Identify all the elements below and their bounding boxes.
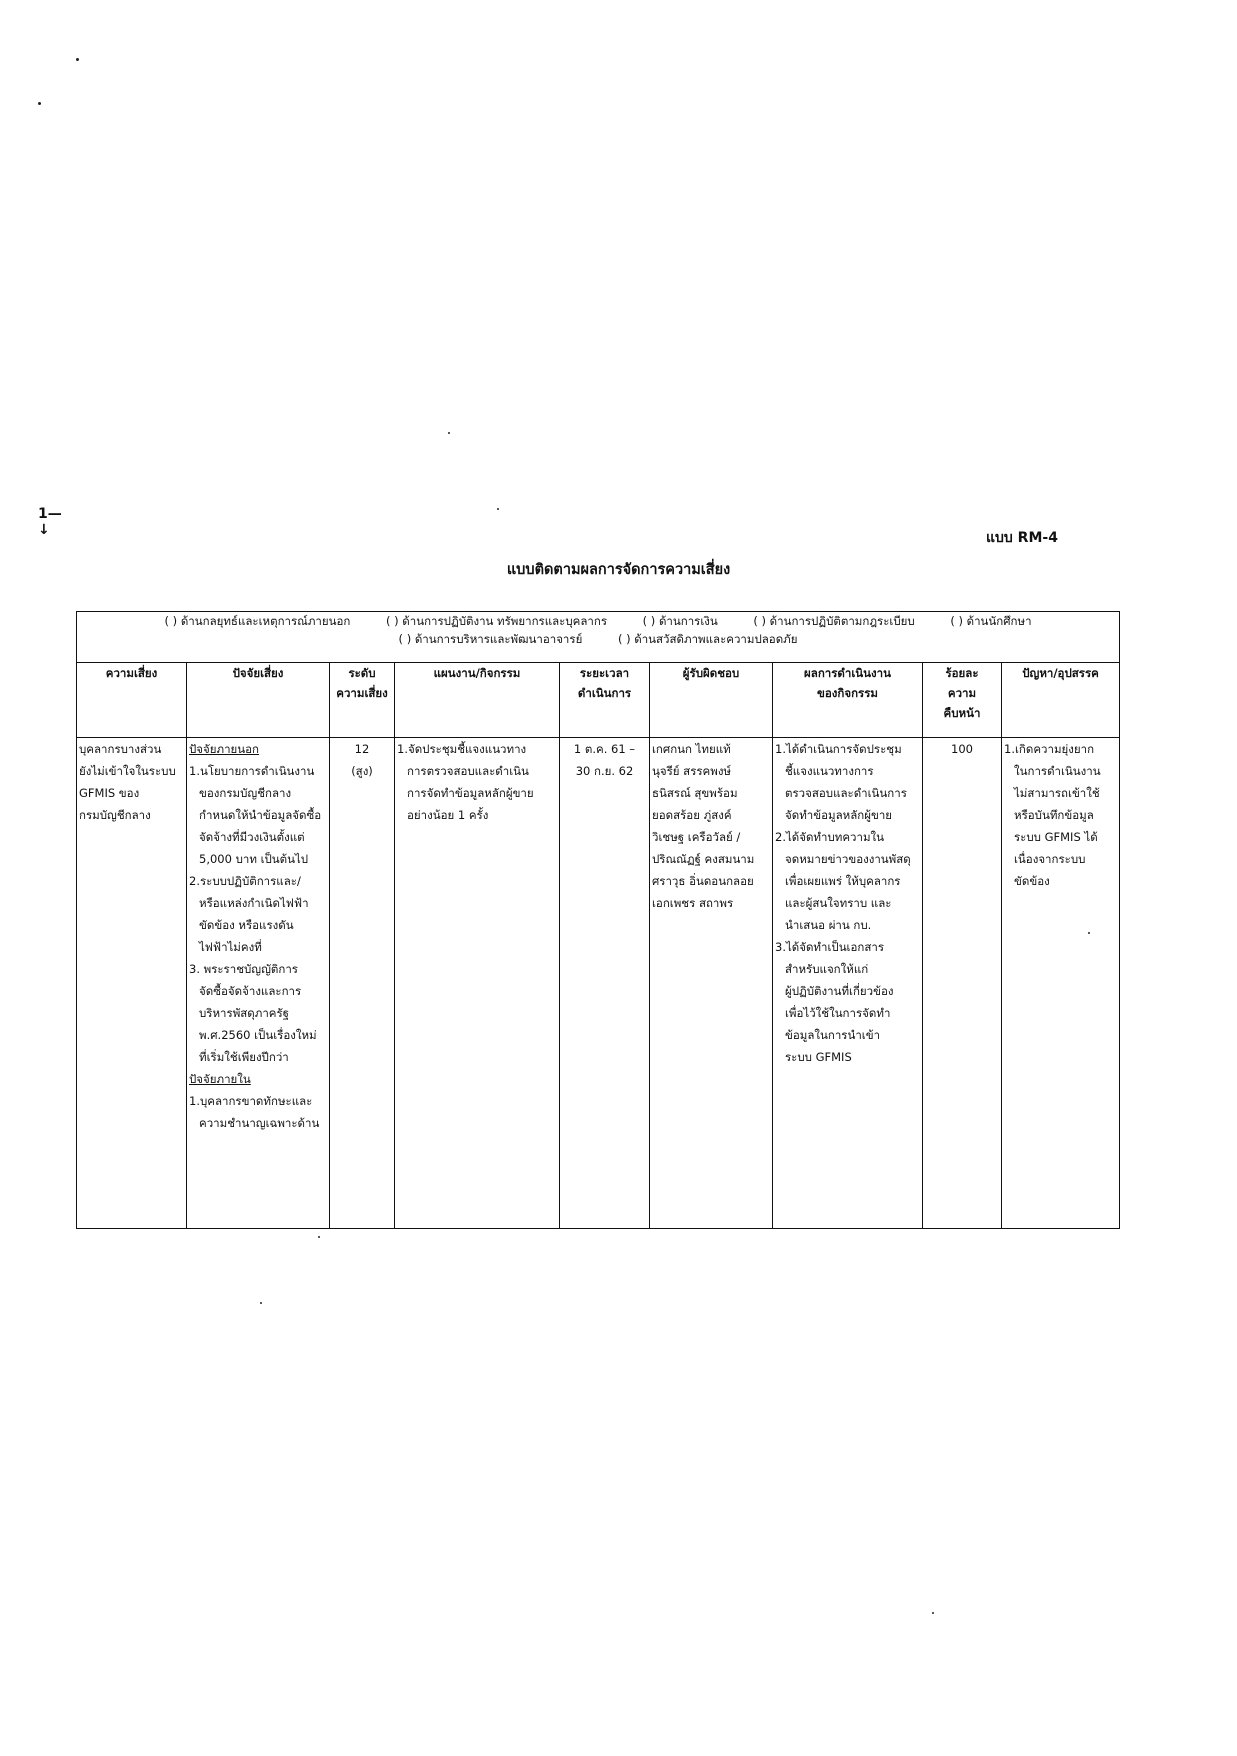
result-line: จดหมายข่าวของงานพัสดุ [785,852,911,866]
external-factor-line: กำหนดให้นำข้อมูลจัดซื้อ [199,808,322,822]
issue-line: 1.เกิดความยุ่งยาก [1004,742,1095,756]
issue-line: ขัดข้อง [1014,874,1050,888]
level-value: 12 [354,742,370,756]
plan-line: การจัดทำข้อมูลหลักผู้ขาย [407,786,534,800]
margin-mark: 1— ↓ [38,506,62,538]
plan-line: 1.จัดประชุมชี้แจงแนวทาง [397,742,527,756]
header-plan: แผนงาน/กิจกรรม [395,663,560,738]
plan-cell [395,738,560,1229]
external-factor-line: หรือแหล่งกำเนิดไฟฟ้า [199,896,309,910]
header-progress-line-1: ร้อยละ [945,666,979,680]
result-list [775,738,920,1068]
scan-speck [932,1612,934,1614]
owner-name: ธนิสรณ์ สุขพร้อม [652,786,738,800]
category-students: ( ) ด้านนักศึกษา [950,614,1032,628]
result-line: 3.ได้จัดทำเป็นเอกสาร [775,940,885,954]
result-line: เพื่อไว้ใช้ในการจัดทำ [785,1006,891,1020]
header-period-line-2: ดำเนินการ [577,686,632,700]
result-line: จัดทำข้อมูลหลักผู้ขาย [785,808,893,822]
period-start: 1 ต.ค. 61 – [573,742,636,756]
external-factor-line: พ.ศ.2560 เป็นเรื่องใหม่ [199,1028,317,1042]
external-factor-line: จัดซื้อจัดจ้างและการ [199,984,302,998]
form-code: แบบ RM-4 [986,530,1058,546]
header-result [773,663,923,738]
risk-tracking-table [76,611,1120,1229]
external-factor-line: 1.นโยบายการดำเนินงาน [189,764,315,778]
external-factors-list [189,760,327,1068]
issue-line: เนื่องจากระบบ [1014,852,1086,866]
owner-name: ศราวุธ อิ่นดอนกลอย [652,874,754,888]
period-end: 30 ก.ย. 62 [575,764,634,778]
category-faculty: ( ) ด้านการบริหารและพัฒนาอาจารย์ [398,632,583,646]
risk-text: บุคลากรบางส่วน ยังไม่เข้าใจในระบบ GFMIS ของ กรมบัญชีกลาง [79,742,176,822]
result-line: นำเสนอ ผ่าน กบ. [785,918,872,932]
external-factor-line: ที่เริ่มใช้เพียงปีกว่า [199,1050,289,1064]
scan-speck [260,1302,262,1304]
category-operations: ( ) ด้านการปฏิบัติงาน ทรัพยากรและบุคลากร [386,614,607,628]
issue-line: ระบบ GFMIS ได้ [1014,830,1098,844]
result-line: 2.ได้จัดทำบทความใน [775,830,885,844]
plan-line: อย่างน้อย 1 ครั้ง [407,808,489,822]
result-line: ข้อมูลในการนำเข้า [785,1028,881,1042]
header-result-line-2: ของกิจกรรม [817,686,878,700]
external-factor-line: 5,000 บาท เป็นต้นไป [199,852,309,866]
header-factors: ปัจจัยเสี่ยง [187,663,330,738]
result-line: ตรวจสอบและดำเนินการ [785,786,907,800]
internal-factor-line: ความชำนาญเฉพาะด้าน [199,1116,320,1130]
risk-cell [77,738,187,1229]
category-compliance: ( ) ด้านการปฏิบัติตามกฎระเบียบ [753,614,915,628]
external-factor-line: ขัดข้อง หรือแรงดัน [199,918,294,932]
header-risk: ความเสี่ยง [77,663,187,738]
owner-list [652,738,770,914]
progress-cell [923,738,1002,1229]
category-finance: ( ) ด้านการเงิน [642,614,718,628]
scan-speck [318,1236,320,1238]
header-issues: ปัญหา/อุปสรรค [1002,663,1120,738]
header-period [560,663,650,738]
issue-list [1004,738,1117,892]
level-label: (สูง) [351,764,373,778]
header-period-line-1: ระยะเวลา [579,666,630,680]
external-factor-line: ไฟฟ้าไม่คงที่ [199,940,262,954]
external-factor-line: จัดจ้างที่มีวงเงินตั้งแต่ [199,830,305,844]
scan-speck [497,508,499,510]
issue-line: ไม่สามารถเข้าใช้ [1014,786,1100,800]
result-line: 1.ได้ดำเนินการจัดประชุม [775,742,902,756]
owner-name: ปริณณัฏฐ์ คงสมนาม [652,852,755,866]
external-factor-line: 3. พระราชบัญญัติการ [189,962,298,976]
result-line: สำหรับแจกให้แก่ [785,962,869,976]
external-factors-heading: ปัจจัยภายนอก [189,742,260,756]
category-cell [77,612,1120,663]
table-row [77,738,1120,1229]
result-line: เพื่อเผยแพร่ ให้บุคลากร [785,874,901,888]
level-cell [330,738,395,1229]
internal-factors-heading: ปัจจัยภายใน [189,1072,251,1086]
header-result-line-1: ผลการดำเนินงาน [804,666,891,680]
document-title: แบบติดตามผลการจัดการความเสี่ยง [506,562,731,578]
period-cell [560,738,650,1229]
issue-line: ในการดำเนินงาน [1014,764,1101,778]
external-factor-line: 2.ระบบปฏิบัติการและ/ [189,874,301,888]
owner-cell [650,738,773,1229]
result-line: ชี้แจงแนวทางการ [785,764,874,778]
scan-speck [76,58,79,61]
result-cell [773,738,923,1229]
owner-name: วิเชษฐ เครือวัลย์ / [652,830,741,844]
header-progress [923,663,1002,738]
owner-name: ยอดสร้อย ภู่สงค์ [652,808,732,822]
category-strategy: ( ) ด้านกลยุทธ์และเหตุการณ์ภายนอก [164,614,351,628]
factors-cell [187,738,330,1229]
header-level [330,663,395,738]
result-line: และผู้สนใจทราบ และ [785,896,892,910]
issues-cell [1002,738,1120,1229]
external-factor-line: ของกรมบัญชีกลาง [199,786,292,800]
owner-name: เกศกนก ไทยแท้ [652,742,731,756]
internal-factors-list [189,1090,327,1134]
internal-factor-line: 1.บุคลากรขาดทักษะและ [189,1094,313,1108]
scan-speck [38,102,41,105]
external-factor-line: บริหารพัสดุภาครัฐ [199,1006,290,1020]
category-line-1 [79,612,1117,630]
owner-name: เอกเพชร สถาพร [652,896,734,910]
result-line: ผู้ปฏิบัติงานที่เกี่ยวข้อง [785,984,894,998]
header-progress-line-2: ความ [947,686,977,700]
header-level-line-1: ระดับ [348,666,376,680]
category-safety: ( ) ด้านสวัสดิภาพและความปลอดภัย [617,632,798,646]
header-owner: ผู้รับผิดชอบ [650,663,773,738]
header-level-line-2: ความเสี่ยง [336,686,388,700]
issue-line: หรือบันทึกข้อมูล [1014,808,1094,822]
header-row [77,663,1120,738]
plan-lines [397,738,557,826]
header-progress-line-3: คืบหน้า [943,706,981,720]
category-line-2 [79,630,1117,648]
progress-value: 100 [951,742,973,756]
result-line: ระบบ GFMIS [785,1050,852,1064]
plan-line: การตรวจสอบและดำเนิน [407,764,529,778]
scan-speck [448,432,450,434]
category-row [77,612,1120,663]
owner-name: นุจรีย์ สรรคพงษ์ [652,764,732,778]
